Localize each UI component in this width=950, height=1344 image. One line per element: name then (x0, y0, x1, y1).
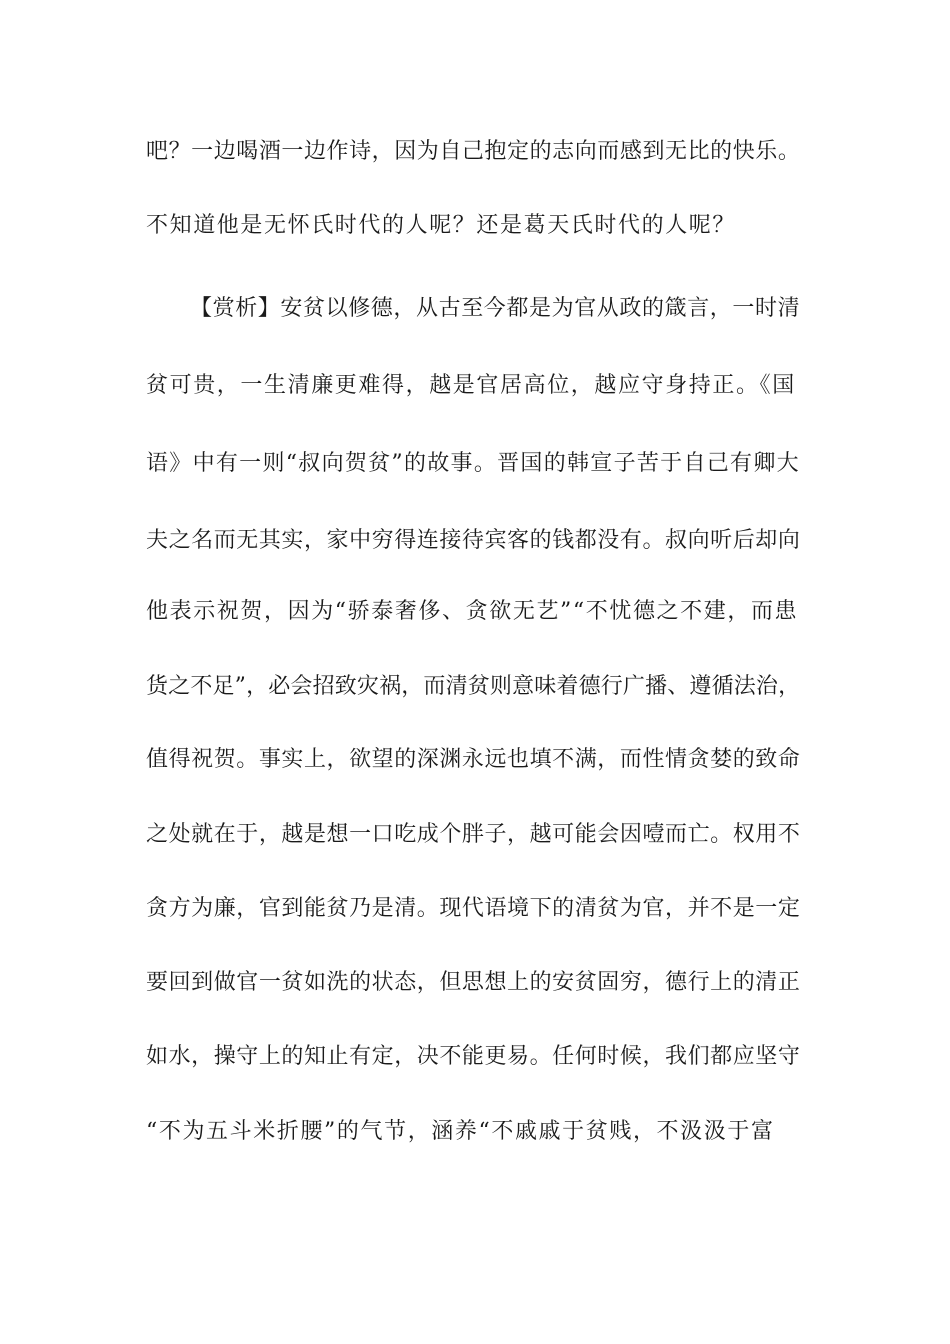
text-line-2: 不知道他是无怀氏时代的人呢？还是葛天氏时代的人呢？ (146, 213, 737, 238)
text-line-4: 贫可贵，一生清廉更难得，越是官居高位，越应守身持正。《国 (146, 373, 796, 398)
text-line-10: 之处就在于，越是想一口吃成个胖子，越可能会因噎而亡。权用不 (146, 822, 801, 847)
text-line-9: 值得祝贺。事实上，欲望的深渊永远也填不满，而性情贪婪的致命 (146, 747, 801, 772)
text-line-7: 他表示祝贺，因为“骄泰奢侈、贪欲无艺”“不忧德之不建，而患 (146, 599, 799, 624)
text-line-6: 夫之名而无其实，家中穷得连接待宾客的钱都没有。叔向听后却向 (146, 528, 801, 553)
text-line-3-paragraph-start: 【赏析】安贫以修德，从古至今都是为官从政的箴言，一时清 (190, 296, 801, 321)
text-line-12: 要回到做官一贫如洗的状态，但思想上的安贫固穷，德行上的清正 (146, 970, 801, 995)
text-line-14: “不为五斗米折腰”的气节，涵养“不戚戚于贫贱，不汲汲于富 (146, 1119, 775, 1144)
text-line-5: 语》中有一则“叔向贺贫”的故事。晋国的韩宣子苦于自己有卿大 (146, 451, 800, 476)
text-line-1: 吧？一边喝酒一边作诗，因为自己抱定的志向而感到无比的快乐。 (146, 139, 801, 164)
text-line-13: 如水，操守上的知止有定，决不能更易。任何时候，我们都应坚守 (146, 1044, 801, 1069)
text-line-11: 贪方为廉，官到能贫乃是清。现代语境下的清贫为官，并不是一定 (146, 896, 801, 921)
text-line-8: 货之不足”，必会招致灾祸，而清贫则意味着德行广播、遵循法治， (146, 674, 801, 699)
